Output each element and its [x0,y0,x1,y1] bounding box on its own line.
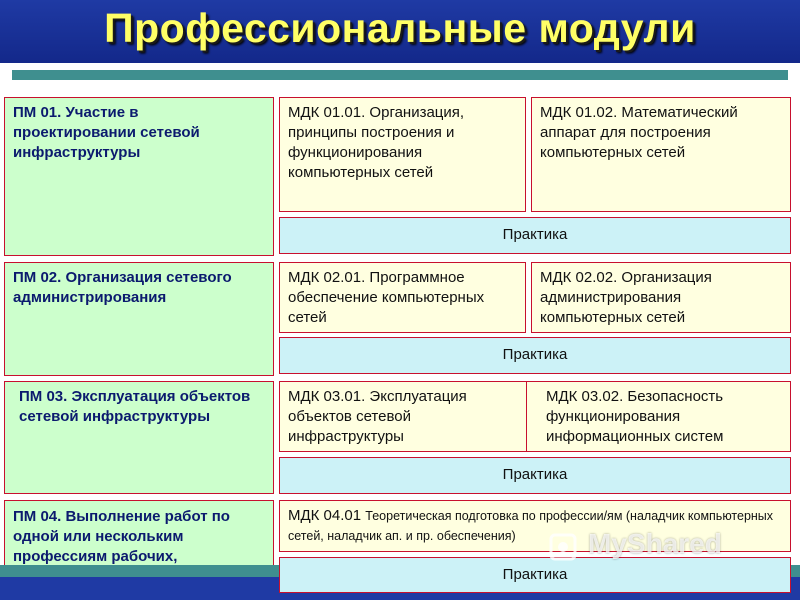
mdk-04-01-code: МДК 04.01 [288,507,362,524]
pm-02-label: ПМ 02. Организация сетевого администрирования [13,269,232,306]
pm-04-label: ПМ 04. Выполнение работ по одной или нескольким профессиям рабочих, [13,508,230,565]
practice-04-label: Практика [502,566,568,583]
mdk-03-02-label: МДК 03.02. Безопасность функционирования информационных систем [546,388,724,445]
practice-03-label: Практика [502,466,568,483]
watermark-text: MyShared [588,528,722,559]
mdk-03-box [279,381,791,452]
pm-03-label: ПМ 03. Эксплуатация объектов сетевой инфраструктуры [19,388,251,425]
mdk-02-02-label: МДК 02.02. Организация администрирования компьютерных сетей [540,269,712,326]
practice-02 [279,337,791,374]
page-title: Профессиональные модули [104,5,696,51]
practice-01-label: Практика [502,226,568,243]
practice-02-label: Практика [502,346,568,363]
mdk-04-01-box [279,500,791,552]
pm-03-box [4,381,274,494]
mdk-03-01-cell [280,382,526,451]
practice-04 [279,557,791,593]
practice-03 [279,457,791,494]
mdk-02-01-label: МДК 02.01. Программное обеспечение компьютерных сетей [288,269,485,326]
mdk-03-02-cell [538,382,790,451]
mdk-01-01-label: МДК 01.01. Организация, принципы построения и функционирования компьютерных сетей [288,104,465,181]
mdk-02-01-box [279,262,526,333]
mdk-01-02-box [531,97,791,212]
mdk-03-01-label: МДК 03.01. Эксплуатация объектов сетевой инфраструктуры [288,388,467,445]
watermark-icon [548,532,578,562]
mdk-04-01-text: Теоретическая подготовка по профессии/ям (наладчик компьютерных сетей, наладчик ап. и пр. обеспечения) [288,509,774,543]
mdk-01-01-box [279,97,526,212]
practice-01 [279,217,791,254]
mdk-01-02-label: МДК 01.02. Математический аппарат для построения компьютерных сетей [540,104,738,161]
mdk-02-02-box [531,262,791,333]
pm-02-box [4,262,274,376]
pm-01-box [4,97,274,256]
mdk-03-divider [526,382,527,451]
title-underline [12,70,788,80]
pm-01-label: ПМ 01. Участие в проектировании сетевой инфраструктуры [13,104,200,161]
